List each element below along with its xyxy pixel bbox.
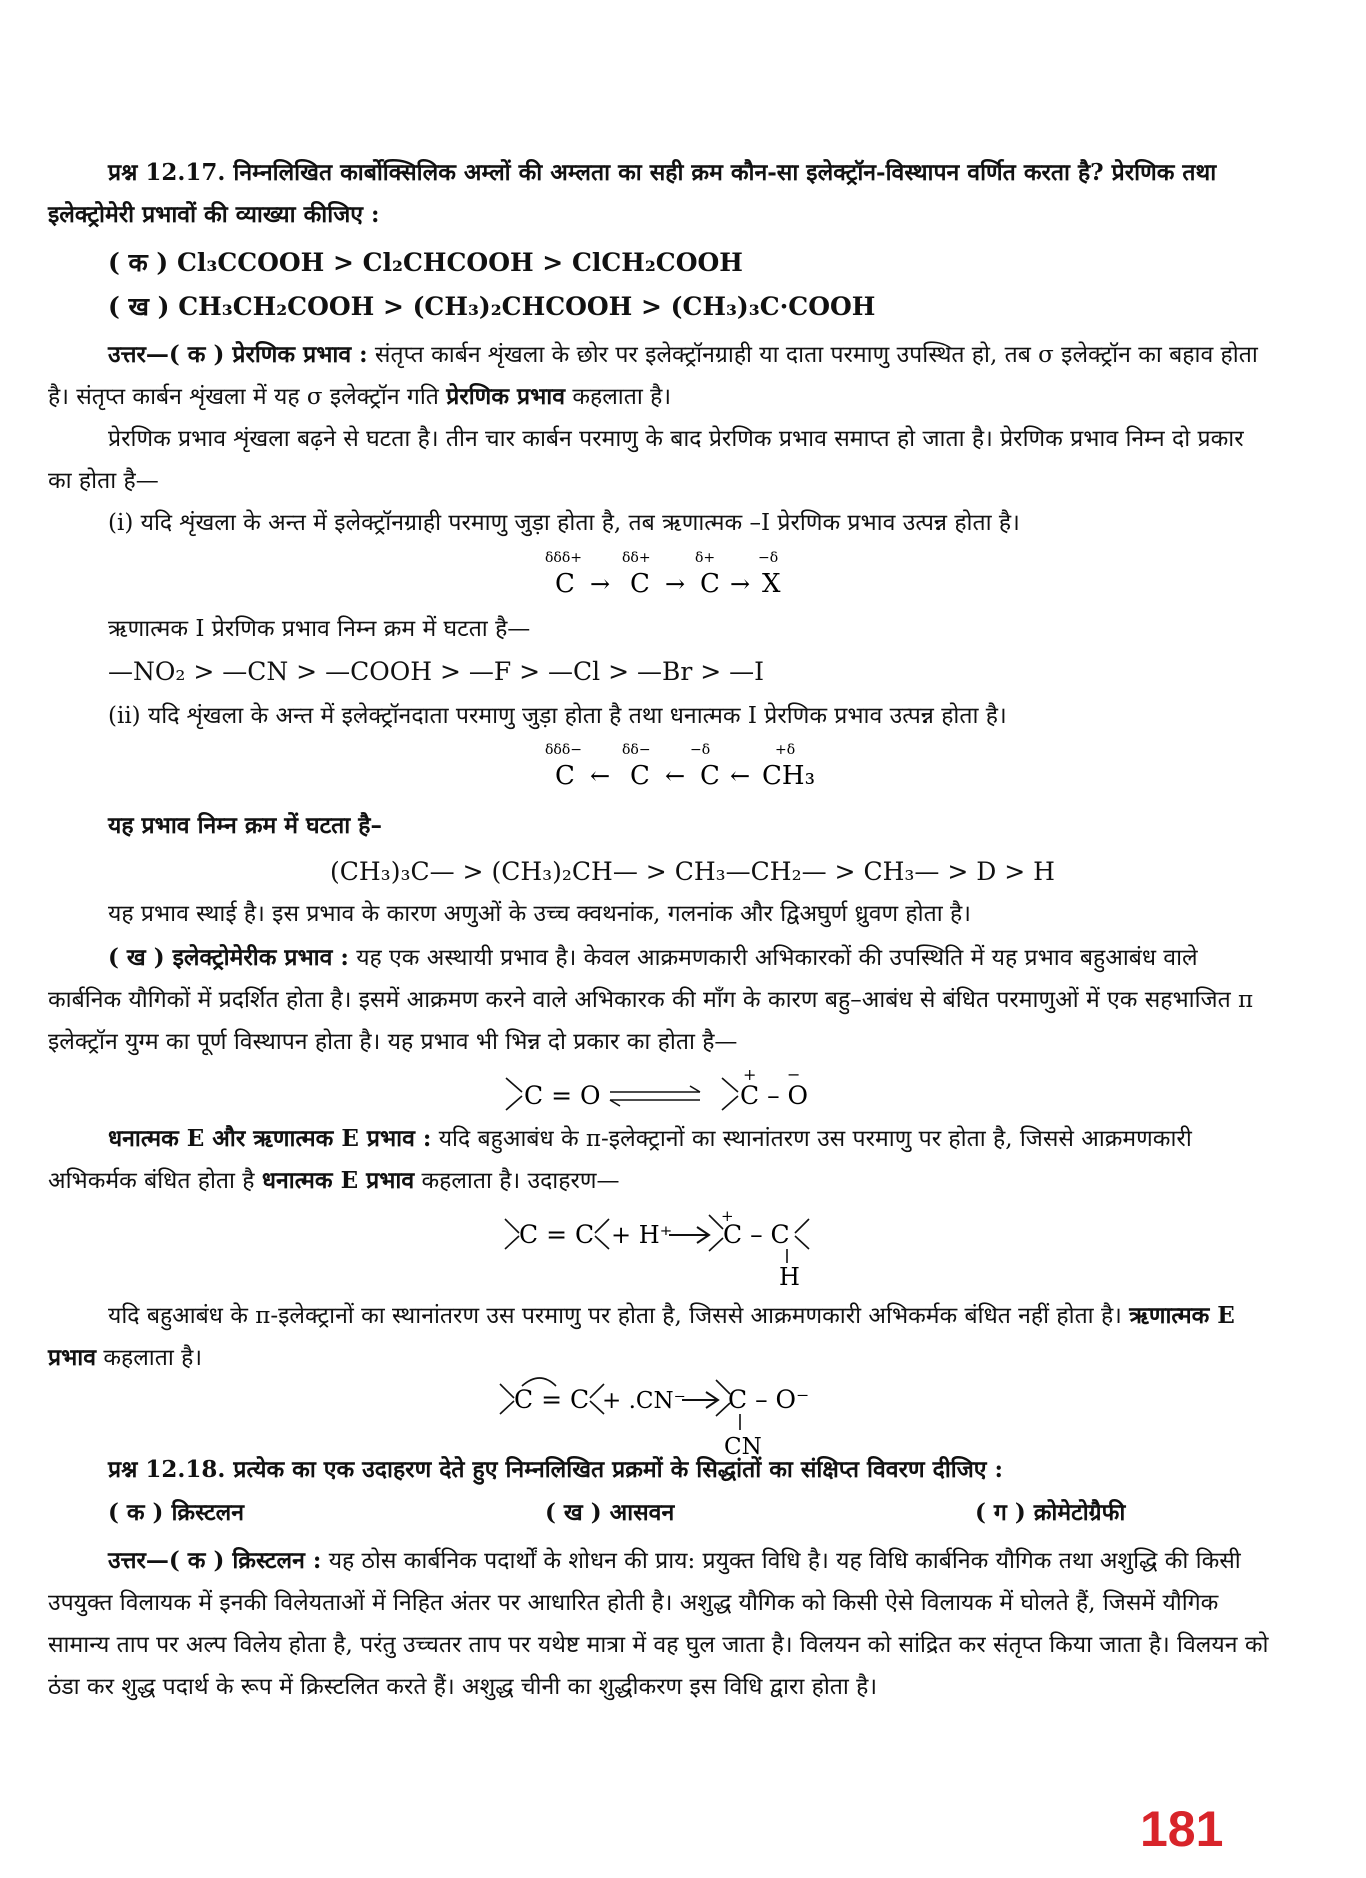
chain2-charge: δδ− — [622, 742, 651, 758]
eq1-left: C = O — [524, 1081, 601, 1110]
chain1-charge: δ+ — [695, 550, 716, 566]
option-c-text: ( ग ) क्रोमेटोग्रैफी — [975, 1499, 1126, 1526]
pos-e-lead: धनात्मक E और ऋणात्मक E प्रभाव : — [108, 1125, 432, 1152]
option-distillation — [545, 1495, 674, 1527]
chain2-charge: +δ — [775, 742, 796, 758]
chain1-arrow: → — [590, 570, 611, 598]
answer-text-end: कहलाता है। — [572, 384, 672, 410]
answer-term: प्रेरणिक प्रभाव — [446, 383, 565, 410]
chain2-charge: δδδ− — [545, 742, 583, 758]
option-chromatography — [975, 1495, 1125, 1527]
eq3-right: C – O⁻ — [728, 1385, 810, 1414]
chain1-atom: C — [630, 569, 650, 599]
answer-text: संतृप्त कार्बन शृंखला के छोर पर इलेक्ट्रॉनग्राही या दाता परमाणु उपस्थित हो, तब σ इलेक्ट्रॉन का बहाव होता है। संतृप्त कार्बन शृंखला में यह σ इलेक्ट्रॉन गति — [48, 342, 1258, 410]
neg-order-label-text: ऋणात्मक I प्रेरणिक प्रभाव निम्न क्रम में घटता है— — [108, 616, 531, 642]
chain1-charge: δδ+ — [622, 550, 651, 566]
electromeric-lead: ( ख ) इलेक्ट्रोमेरीक प्रभाव : — [108, 944, 349, 971]
eq3-cn: + .CN⁻ — [602, 1388, 686, 1414]
neg-e-end: कहलाता है। — [103, 1345, 203, 1371]
inductive-chain-positive — [540, 740, 820, 798]
pos-order-label-text: यह प्रभाव निम्न क्रम में घटता है– — [108, 812, 382, 839]
eq1-right: C – O — [740, 1081, 809, 1110]
option-b-value: CH₃CH₂COOH > (CH₃)₂CHCOOH > (CH₃)₃C·COOH — [178, 292, 876, 321]
chain2-atom: C — [555, 761, 575, 791]
option-a-label: ( क ) — [108, 248, 169, 277]
option-a-text: ( क ) क्रिस्टलन — [108, 1499, 244, 1526]
electromeric-text: यह एक अस्थायी प्रभाव है। केवल आक्रमणकारी अभिकारकों की उपस्थिति में यह प्रभाव बहुआबंध वाले कार्बनिक यौगिकों में प्रदर्शित होता है। इसमें आक्रमण करने वाले अभिकारक की माँग के कारण बहु–आबंध से बंधित परमाणुओं में एक सहभाजित π इलेक्ट्रॉन युग्म का पूर्ण विस्थापन होता है। यह प्रभाव भी भिन्न दो प्रकार का होता है— — [48, 945, 1254, 1055]
neg-e-text: यदि बहुआबंध के π-इलेक्ट्रानों का स्थानांतरण उस परमाणु पर होता है, जिससे आक्रमणकारी अभिकर्मक बंधित नहीं होता है। — [108, 1303, 1122, 1329]
neg-e-term: ऋणात्मक E प्रभाव — [48, 1302, 1235, 1371]
eq2-right: C – C — [723, 1220, 790, 1249]
chain1-charge: δδδ+ — [545, 550, 583, 566]
pos-order-text: (CH₃)₃C— > (CH₃)₂CH— > CH₃—CH₂— > CH₃— > D > H — [330, 857, 1055, 886]
option-b-label: ( ख ) — [108, 292, 170, 321]
pos-e-text: यदि बहुआबंध के π-इलेक्ट्रानों का स्थानांतरण उस परमाणु पर होता है, जिससे आक्रमणकारी अभिकर्मक बंधित होता है — [48, 1126, 1192, 1194]
eq2-plus-h: + H⁺ — [611, 1221, 673, 1249]
electromeric-equation-3 — [490, 1370, 830, 1460]
eq2-left: C = C — [519, 1220, 595, 1249]
question-12-17 — [48, 152, 1270, 236]
point-ii-text: (ii) यदि शृंखला के अन्त में इलेक्ट्रॉनदाता परमाणु जुड़ा होता है तथा धनात्मक I प्रेरणिक प्रभाव उत्पन्न होता है। — [108, 703, 1007, 729]
chain2-atom: C — [700, 761, 720, 791]
inductive-paragraph-2 — [48, 418, 1270, 502]
question-12-18-text: प्रश्न 12.18. प्रत्येक का एक उदाहरण देते हुए निम्नलिखित प्रक्रमों के सिद्धांतों का संक्षिप्त विवरण दीजिए : — [108, 1456, 1004, 1483]
question-12-18 — [48, 1449, 1270, 1491]
point-i — [48, 502, 1270, 544]
permanent-note — [108, 893, 1270, 935]
pos-e-term: धनात्मक E प्रभाव — [261, 1167, 415, 1194]
question-line-1: प्रश्न 12.17. निम्नलिखित कार्बोक्सिलिक अम्लों की अम्लता का सही क्रम कौन-सा इलेक्ट्रॉन-विस्थापन वर्णित — [108, 159, 1016, 186]
answer-crystallization — [48, 1540, 1270, 1708]
permanent-note-text: यह प्रभाव स्थाई है। इस प्रभाव के कारण अणुओं के उच्च क्वथनांक, गलनांक और द्विअघुर्ण ध्रुवण होता है। — [108, 901, 971, 927]
answer-inductive-effect — [48, 334, 1270, 418]
option-crystallization — [108, 1495, 244, 1527]
point-i-text: (i) यदि शृंखला के अन्त में इलेक्ट्रॉनग्राही परमाणु जुड़ा होता है, तब ऋणात्मक –I प्रेरणिक प्रभाव उत्पन्न होता है। — [108, 510, 1020, 536]
pos-e-end: कहलाता है। उदाहरण— — [421, 1168, 620, 1194]
option-a-value: Cl₃CCOOH > Cl₂CHCOOH > ClCH₂COOH — [176, 248, 743, 277]
chain1-atom: X — [762, 569, 781, 599]
inductive-para-text: प्रेरणिक प्रभाव शृंखला बढ़ने से घटता है। तीन चार कार्बन परमाणु के बाद प्रेरणिक प्रभाव समाप्त हो जाता है। प्रेरणिक प्रभाव निम्न दो प्रकार का होता है— — [48, 426, 1244, 494]
answer-lead: उत्तर—( क ) प्रेरणिक प्रभाव : — [108, 341, 368, 368]
chain1-atom: C — [700, 569, 720, 599]
chain2-arrow: ← — [730, 762, 751, 790]
negative-e-effect — [48, 1295, 1270, 1379]
point-ii — [48, 695, 1270, 737]
chain2-charge: −δ — [690, 742, 711, 758]
question-line-2: करता है? प्रेरणिक तथा इलेक्ट्रोमेरी प्रभावों की व्याख्या कीजिए : — [48, 159, 1217, 228]
eq1-plus: + — [743, 1065, 757, 1084]
crystallization-lead: उत्तर—( क ) क्रिस्टलन : — [108, 1547, 322, 1574]
positive-e-effect — [48, 1118, 1270, 1202]
page-number: 181 — [1140, 1801, 1224, 1857]
negative-order-label — [108, 608, 1330, 650]
eq1-minus: − — [787, 1065, 801, 1084]
eq2-charge: + — [721, 1207, 734, 1225]
option-b-formula — [108, 290, 875, 324]
positive-order — [330, 855, 1055, 889]
chain2-arrow: ← — [665, 762, 686, 790]
electromeric-equation-2 — [495, 1205, 825, 1291]
option-b-text: ( ख ) आसवन — [545, 1499, 675, 1526]
eq3-left: C = C — [514, 1385, 590, 1414]
eq3-bottom: CN — [724, 1434, 762, 1460]
chain2-atom: CH₃ — [762, 761, 815, 791]
chain2-atom: C — [630, 761, 650, 791]
neg-order-text: —NO₂ > —CN > —COOH > —F > —Cl > —Br > —I — [108, 657, 765, 686]
crystallization-text: यह ठोस कार्बनिक पदार्थों के शोधन की प्राय: प्रयुक्त विधि है। यह विधि कार्बनिक यौगिक तथा अशुद्धि की किसी उपयुक्त विलायक में इनकी विलेयताओं में निहित अंतर पर आधारित होती है। अशुद्ध यौगिक को किसी ऐसे विलायक में घोलते हैं, जिसमें यौगिक सामान्य ताप पर अल्प विलेय होता है, परंतु उच्चतर ताप पर यथेष्ट मात्रा में वह घुल जाता है। विलयन को सांद्रित कर संतृप्त किया जाता है। विलयन को ठंडा कर शुद्ध पदार्थ के रूप में क्रिस्टलित करते हैं। अशुद्ध चीनी का शुद्धीकरण इस विधि द्वारा होता है। — [48, 1548, 1269, 1700]
eq2-h: H — [779, 1263, 800, 1291]
electromeric-equation-1 — [500, 1062, 840, 1118]
chain1-arrow: → — [730, 570, 751, 598]
inductive-chain-negative — [540, 548, 800, 600]
chain2-arrow: ← — [590, 762, 611, 790]
chain1-arrow: → — [665, 570, 686, 598]
option-a-formula — [108, 246, 743, 280]
answer-electromeric-effect — [48, 937, 1270, 1063]
negative-order — [108, 655, 764, 689]
chain1-charge: −δ — [758, 550, 779, 566]
positive-order-label — [108, 805, 1330, 847]
chain1-atom: C — [555, 569, 575, 599]
